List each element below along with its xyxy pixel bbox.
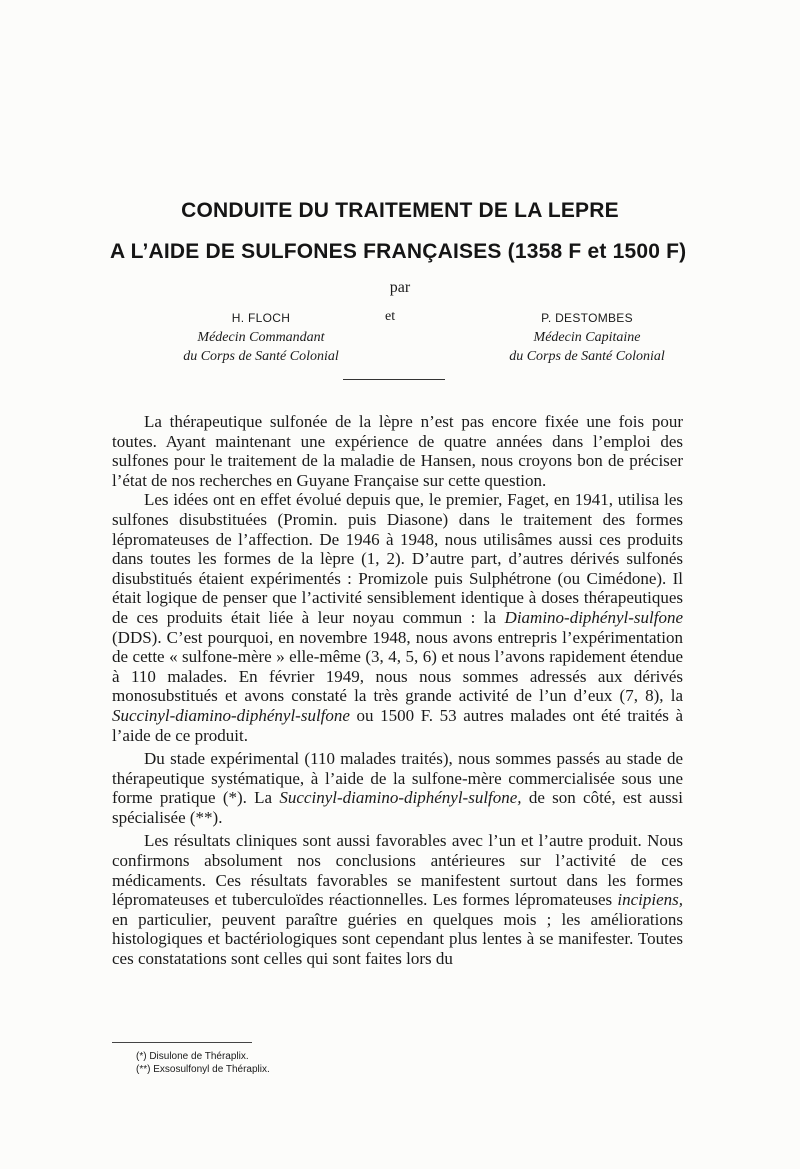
- footnote-2: (**) Exsosulfonyl de Théraplix.: [136, 1064, 270, 1075]
- compound-name: Succinyl-diamino-diphényl-sulfone: [112, 705, 350, 725]
- paragraph-text: Les idées ont en effet évolué depuis que, le premier, Faget, en 1941, utilisa les sulfones disubstituées (Promin. puis Diasone) dans le traitement des formes lépromateuses de l’affection. De 1946 à 1948, nous utilisâmes aussi ces produits dans toutes les formes de la lèpre (1, 2). D’autre part, d’autres dérivés sulfonés disubstitués étaient expérimentés : Promizole puis Sulphétrone (ou Cimédone). Il était logique de penser que l’activité sensiblement identique à doses thérapeutiques de ces produits était liée à leur noyau commun : la: [112, 490, 683, 627]
- footnotes: [136, 1050, 536, 1076]
- compound-name: Succinyl-diamino-diphényl-sulfone,: [279, 788, 522, 808]
- paragraph-3: [112, 749, 683, 827]
- paragraph-text: ou 1500 F. 53 autres malades ont été traités à l’aide de ce produit.: [112, 705, 684, 745]
- title-line-1: CONDUITE DU TRAITEMENT DE LA LEPRE: [181, 199, 619, 222]
- author-role: Médecin Commandant: [197, 330, 325, 345]
- author-name: P. DESTOMBES: [541, 311, 633, 325]
- paragraph-text: de son côté, est aussi spécialisée (**).: [112, 788, 684, 827]
- header-divider: [343, 379, 445, 380]
- paragraph-1: [112, 412, 683, 490]
- byline-par: par: [389, 279, 411, 296]
- footnote-1: (*) Disulone de Théraplix.: [136, 1051, 249, 1062]
- paragraph-4: [112, 831, 683, 968]
- author-floch: [136, 309, 386, 366]
- author-affiliation: du Corps de Santé Colonial: [509, 349, 665, 364]
- author-role: Médecin Capitaine: [533, 330, 641, 345]
- title-line-2: A L’AIDE DE SULFONES FRANÇAISES (1358 F et 1500 F): [110, 240, 687, 263]
- byline-et: et: [385, 309, 396, 324]
- author-destombes: [462, 309, 712, 366]
- article-body: [112, 412, 683, 973]
- paragraph-text: La thérapeutique sulfonée de la lèpre n’est pas encore fixée une fois pour toutes. Ayant maintenant une expérience de quatre années dans l’emploi des sulfones pour le traitement de la maladie de Hansen, nous croyons bon de préciser l’état de nos recherches en Guyane Française sur cette question.: [112, 412, 683, 490]
- emphasis: incipiens,: [617, 890, 683, 910]
- author-affiliation: du Corps de Santé Colonial: [183, 349, 339, 364]
- compound-name: Diamino-diphényl-sulfone: [504, 607, 684, 627]
- paragraph-text: (DDS). C’est pourquoi, en novembre 1948, nous avons entrepris l’expérimentation de cette « sulfone-mère » elle-même (3, 4, 5, 6) et nous l’avons rapidement étendue à 110 malades. En février 1949, nous nous sommes adressés aux dérivés monosubstitués et avons constaté la très grande activité de l’un d’eux (7, 8), la: [112, 627, 683, 706]
- paragraph-text: Du stade expérimental (110 malades traités), nous sommes passés au stade de thérapeutique systématique, à l’aide de la sulfone-mère commercialisée sous une forme pratique (*). La: [112, 749, 683, 808]
- paragraph-text: en particulier, peuvent paraître guéries en quelques mois ; les améliorations histologiques et bactériologiques sont cependant plus lentes à se manifester. Toutes ces constatations sont celles qui sont faites lors du: [112, 909, 683, 969]
- paragraph-text: Les résultats cliniques sont aussi favorables avec l’un et l’autre produit. Nous confirmons absolument nos conclusions antérieures sur l’activité de ces médicaments. Ces résultats favorables se manifestent surtout dans les formes lépromateuses et tuberculoïdes réactionnelles. Les formes lépromateuses: [112, 831, 683, 910]
- author-name: H. FLOCH: [231, 311, 291, 325]
- paragraph-2: [112, 490, 683, 745]
- footnote-divider: [112, 1042, 252, 1043]
